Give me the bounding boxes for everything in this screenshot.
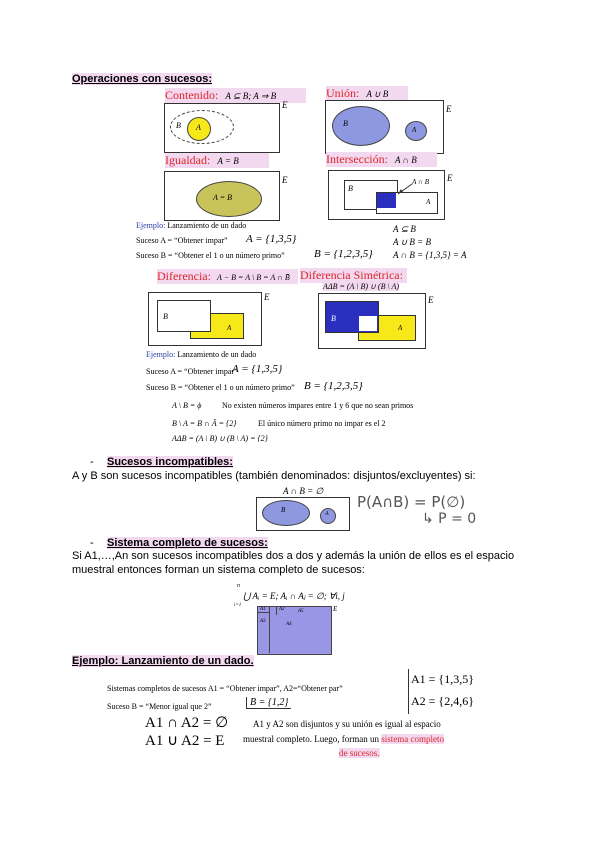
dif-simetrica-a-label: A	[398, 324, 403, 332]
sistema-formula-sup: n	[237, 583, 240, 589]
example1-result-3: A ∩ B = {1,3,5} = A	[393, 250, 467, 260]
interseccion-overlap	[377, 193, 396, 208]
diferencia-b-label: B	[163, 312, 168, 321]
incompatibles-formula: A ∩ B = ∅	[283, 486, 324, 496]
example1-heading: Ejemplo: Lanzamiento de un dado	[136, 221, 247, 230]
diferencia-a-label: A	[227, 324, 232, 332]
dif-simetrica-e-label: E	[428, 295, 434, 305]
ejemplo-final-formula-2: A1 ∪ A2 = E	[145, 733, 225, 749]
incompatibles-text: A y B son sucesos incompatibles (también denominados: disjuntos/excluyentes) si:	[72, 470, 476, 482]
igualdad-label: Igualdad: A = B	[165, 153, 269, 168]
ejemplo-final-paragraph-1: A1 y A2 son disjuntos y su unión es igual al espacio	[253, 719, 441, 729]
example1-suceso-a: Suceso A = “Obtener impar”	[136, 236, 228, 245]
ejemplo-final-line-1: Sistemas completos de sucesos A1 = “Obtener impar”, A2=“Obtener par”	[107, 684, 343, 693]
example2-heading: Ejemplo: Lanzamiento de un dado	[146, 350, 257, 359]
interseccion-label: Intersección: A ∩ B	[326, 152, 437, 167]
contenido-e-label: E	[282, 100, 288, 110]
union-b-label: B	[343, 119, 348, 128]
dif-simetrica-overlap	[359, 316, 377, 331]
sistema-cell-a1: A1	[260, 607, 266, 612]
union-formula: A ∪ B	[366, 89, 389, 99]
example2-line2-text: El único número primo no impar es el 2	[258, 419, 386, 428]
example2-b-set: B = {1,2,3,5}	[304, 380, 363, 392]
incompatibles-handwritten-1: P(A∩B) = P(∅)	[357, 493, 466, 511]
contenido-formula: A ⊆ B; A ⇒ B	[225, 91, 277, 101]
incompatibles-a-label: A	[325, 511, 329, 517]
sistema-cell-a5: A5	[298, 609, 304, 614]
ejemplo-final-formula-1: A1 ∩ A2 = ∅	[145, 715, 229, 731]
sistema-e-label: E	[333, 605, 338, 613]
sistema-divider-3	[276, 606, 277, 615]
example1-suceso-b: Suceso B = “Obtener el 1 o un número primo”	[136, 251, 285, 260]
sistema-cell-a3: A3	[260, 619, 266, 624]
incompatibles-handwritten-2: ↳ P = 0	[422, 511, 477, 527]
ejemplo-final-paragraph-2: muestral completo. Luego, forman un sistema completo	[243, 734, 444, 744]
example2-a-set: A = {1,3,5}	[232, 363, 283, 375]
interseccion-a-label: A	[426, 198, 431, 206]
contenido-label: Contenido: A ⊆ B; A ⇒ B	[165, 88, 306, 103]
example2-line1-text: No existen números impares entre 1 y 6 que no sean primos	[222, 401, 414, 410]
sistema-formula-sub: i=1	[234, 603, 242, 608]
sistema-cell-a2: A2	[279, 607, 285, 612]
sistema-text-2: muestral entonces forman un sistema completo de sucesos:	[72, 564, 365, 576]
sistema-formula: ⋃ Aᵢ = E; Aᵢ ∩ Aⱼ = ∅; ∀i, j	[243, 591, 345, 601]
example1-a-set: A = {1,3,5}	[246, 233, 297, 245]
union-e-label: E	[446, 104, 452, 114]
diferencia-label: Diferencia: A − B = A \ B = A ∩ B̄	[157, 269, 298, 284]
contenido-b-label: B	[176, 121, 181, 130]
ejemplo-final-a1-set: A1 = {1,3,5}	[411, 672, 474, 686]
diferencia-e-label: E	[264, 292, 270, 302]
incompatibles-bullet: -	[90, 456, 94, 468]
ejemplo-final-line-2: Suceso B = “Menor igual que 2”	[107, 702, 212, 711]
interseccion-b-label: B	[348, 184, 353, 193]
example2-line1-math: A \ B = ϕ	[172, 401, 202, 410]
interseccion-arrow-icon	[396, 182, 414, 196]
sistema-text-1: Si A1,…,An son sucesos incompatibles dos a dos y además la unión de ellos es el espacio	[72, 550, 515, 562]
igualdad-ab-label: A = B	[213, 193, 233, 202]
dif-simetrica-b-label: B	[331, 314, 336, 323]
example2-line2-math: B \ A = B ∩ Ā = {2}	[172, 419, 237, 428]
example1-result-2: A ∪ B = B	[393, 237, 431, 247]
dif-simetrica-label: Diferencia Simétrica:	[300, 268, 407, 283]
ejemplo-final-b-set: B = {1,2}	[246, 697, 291, 709]
sistema-divider-1	[257, 612, 269, 613]
example2-suceso-b: Suceso B = “Obtener el 1 o un número primo”	[146, 383, 295, 392]
diferencia-formula: A − B = A \ B = A ∩ B̄	[216, 273, 290, 282]
ejemplo-final-sets-bracket	[408, 669, 409, 714]
contenido-a-label: A	[196, 123, 201, 132]
incompatibles-ellipse-b	[262, 500, 310, 526]
union-ellipse-b	[332, 106, 390, 146]
sistema-bullet: -	[90, 537, 94, 549]
example2-suceso-a: Suceso A = “Obtener impar”	[146, 367, 238, 376]
dif-simetrica-formula: AΔB = (A \ B) ∪ (B \ A)	[323, 282, 400, 291]
ejemplo-final-paragraph-3: de sucesos.	[339, 748, 380, 758]
interseccion-e-label: E	[447, 173, 453, 183]
sistema-cell-a4: A4	[286, 622, 292, 627]
union-a-label: A	[412, 126, 417, 134]
example1-b-set: B = {1,2,3,5}	[314, 248, 373, 260]
page-title: Operaciones con sucesos:	[72, 73, 212, 85]
union-label: Unión: A ∪ B	[326, 86, 408, 101]
example2-line3-math: AΔB = (A \ B) ∪ (B \ A) = {2}	[172, 434, 268, 443]
ejemplo-final-a2-set: A2 = {2,4,6}	[411, 694, 474, 708]
sistema-divider-2	[269, 606, 270, 653]
incompatibles-b-label: B	[281, 506, 286, 514]
example1-result-1: A ⊆ B	[393, 224, 416, 234]
interseccion-acapb-label: A ∩ B	[412, 178, 429, 186]
interseccion-formula: A ∩ B	[394, 155, 417, 165]
incompatibles-heading: Sucesos incompatibles:	[107, 456, 233, 468]
ejemplo-final-heading: Ejemplo: Lanzamiento de un dado.	[72, 655, 254, 667]
igualdad-e-label: E	[282, 175, 288, 185]
igualdad-formula: A = B	[217, 156, 239, 166]
sistema-heading: Sistema completo de sucesos:	[107, 537, 268, 549]
